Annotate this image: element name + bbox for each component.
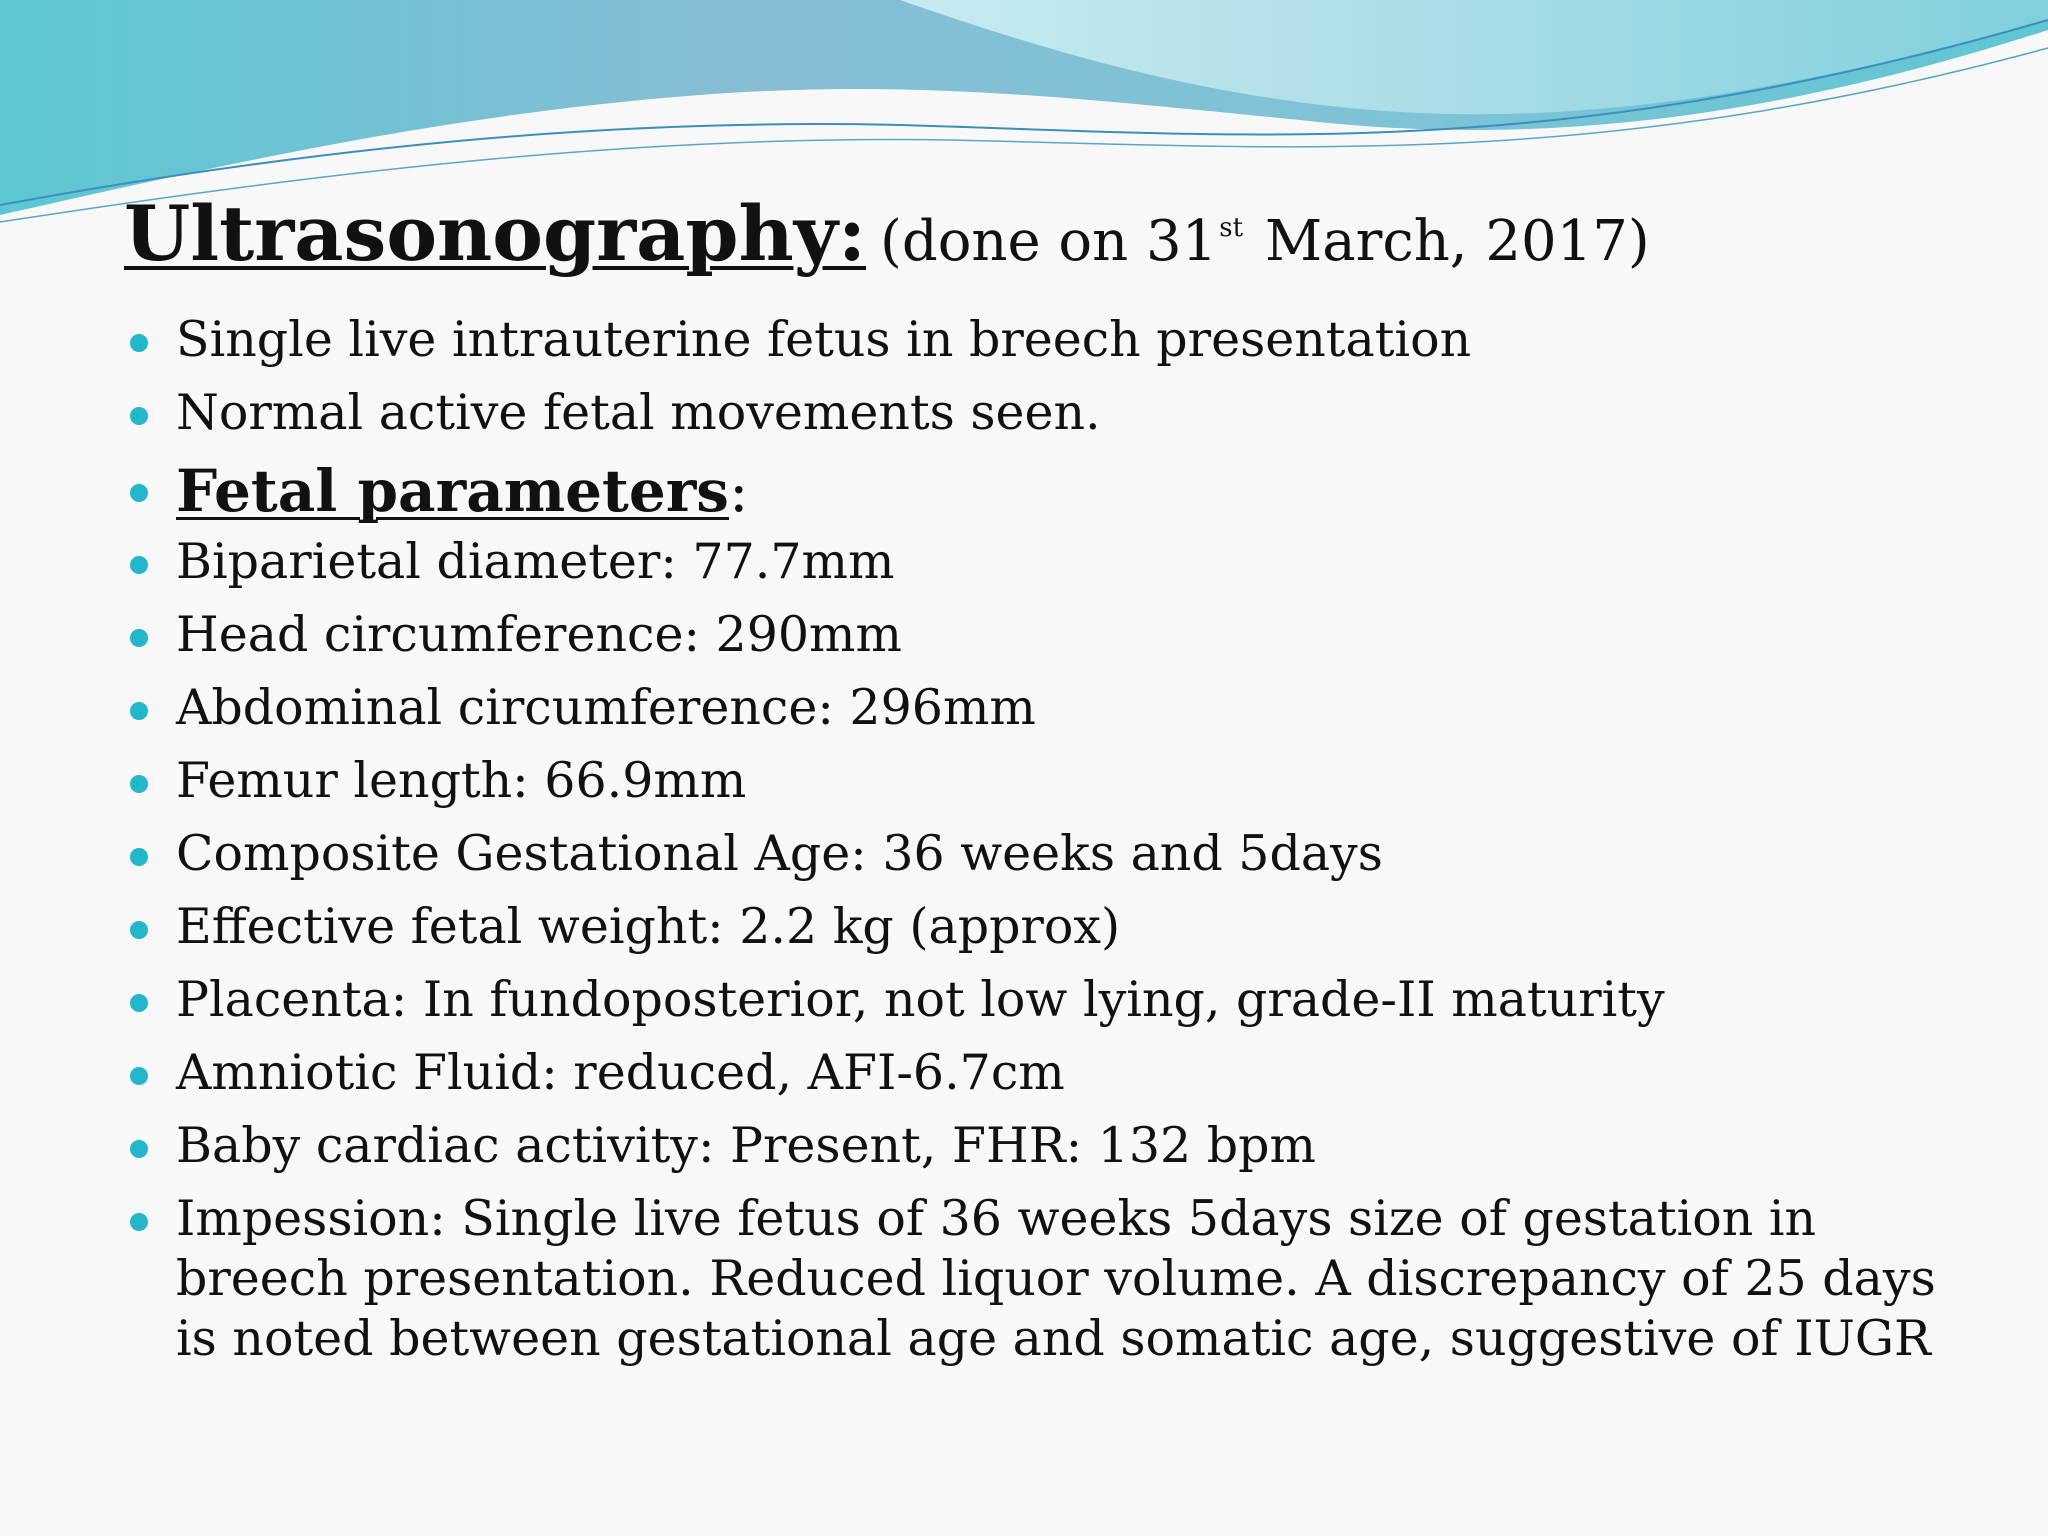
- list-item-text: Impession: Single live fetus of 36 weeks 5days size of gestation in breech presentation. Reduced liquor volume. A discrepancy of 25 days is noted between gestational age and somatic age, suggestive of IUGR: [176, 1190, 1936, 1367]
- list-item-text: Femur length: 66.9mm: [176, 752, 747, 809]
- list-item-text: Amniotic Fluid: reduced, AFI-6.7cm: [176, 1044, 1065, 1101]
- list-item: [124, 383, 1944, 443]
- list-item: [124, 897, 1944, 957]
- list-item: [124, 310, 1944, 370]
- title-heading: Ultrasonography:: [124, 189, 867, 278]
- bullet-dot-icon: [130, 407, 148, 425]
- slide-title: [124, 189, 1650, 278]
- list-item-text: Effective fetal weight: 2.2 kg (approx): [176, 898, 1121, 955]
- list-item-text: Composite Gestational Age: 36 weeks and 5days: [176, 825, 1383, 882]
- title-date-superscript: st: [1219, 213, 1244, 243]
- list-item-text: Baby cardiac activity: Present, FHR: 132 bpm: [176, 1117, 1316, 1174]
- title-date-prefix: (done on 31: [880, 209, 1218, 274]
- fetal-parameters-heading: Fetal parameters: [176, 457, 729, 525]
- bullet-dot-icon: [130, 1140, 148, 1158]
- list-item: [124, 1189, 1944, 1369]
- bullet-dot-icon: [130, 848, 148, 866]
- bullet-dot-icon: [130, 775, 148, 793]
- bullet-dot-icon: [130, 629, 148, 647]
- bullet-dot-icon: [130, 556, 148, 574]
- title-date-suffix: March, 2017): [1247, 209, 1650, 274]
- bullet-dot-icon: [130, 1067, 148, 1085]
- list-item: [124, 678, 1944, 738]
- list-item-text: Biparietal diameter: 77.7mm: [176, 533, 895, 590]
- list-item-text: Abdominal circumference: 296mm: [176, 679, 1036, 736]
- list-item: [124, 532, 1944, 592]
- list-item: [124, 605, 1944, 665]
- list-item-text: Single live intrauterine fetus in breech presentation: [176, 311, 1472, 368]
- title-date: [880, 209, 1650, 274]
- list-item: [124, 1116, 1944, 1176]
- list-item-heading: [124, 456, 1944, 526]
- bullet-dot-icon: [130, 702, 148, 720]
- list-item-text: Head circumference: 290mm: [176, 606, 902, 663]
- list-item: [124, 970, 1944, 1030]
- list-item: [124, 751, 1944, 811]
- bullet-dot-icon: [130, 921, 148, 939]
- list-item-text: Placenta: In fundoposterior, not low lying, grade-II maturity: [176, 971, 1665, 1028]
- findings-list: [124, 310, 1944, 1382]
- list-item: [124, 1043, 1944, 1103]
- bullet-dot-icon: [130, 994, 148, 1012]
- bullet-dot-icon: [130, 1213, 148, 1231]
- heading-colon: :: [728, 457, 749, 525]
- bullet-dot-icon: [130, 334, 148, 352]
- list-item-text: Normal active fetal movements seen.: [176, 384, 1101, 441]
- bullet-dot-icon: [130, 484, 148, 502]
- list-item: [124, 824, 1944, 884]
